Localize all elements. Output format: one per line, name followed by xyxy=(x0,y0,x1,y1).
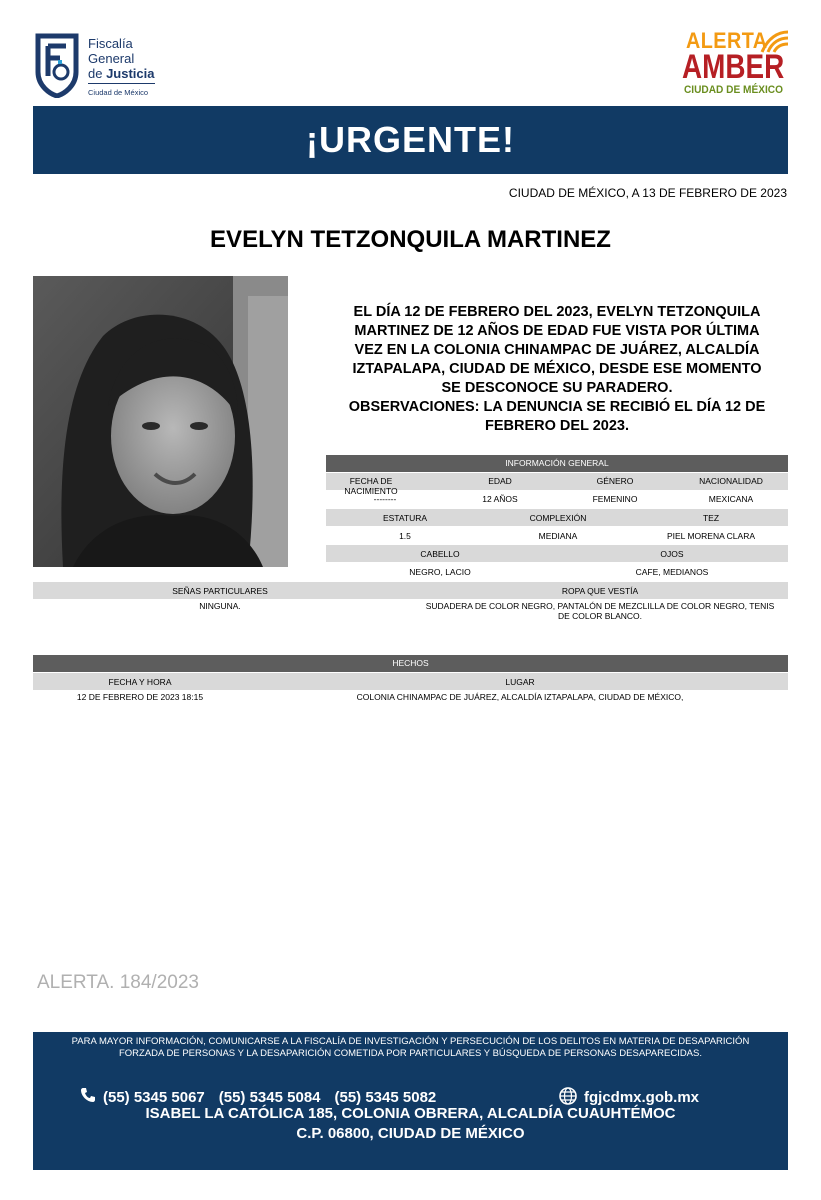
person-photo xyxy=(33,276,288,567)
fgj-logo xyxy=(34,32,174,102)
urgent-banner: ¡URGENTE! xyxy=(33,106,788,174)
phone-icon xyxy=(79,1086,97,1104)
header-ropa: ROPA QUE VESTÍA xyxy=(561,586,639,596)
header-senas: SEÑAS PARTICULARES xyxy=(172,586,268,596)
header-fecha-nacimiento: FECHA DE NACIMIENTO xyxy=(344,476,398,496)
value-genero: FEMENINO xyxy=(592,494,638,504)
fgj-shield-icon xyxy=(34,32,80,98)
fgj-text xyxy=(88,36,155,99)
website-link[interactable]: fgjcdmx.gob.mx xyxy=(584,1089,700,1106)
value-estatura: 1.5 xyxy=(399,531,411,541)
description-line: MARTINEZ DE 12 AÑOS DE EDAD FUE VISTA POR ÚLTIMA xyxy=(354,323,760,339)
header-tez: TEZ xyxy=(702,513,720,523)
website xyxy=(558,1086,699,1106)
address-line2: C.P. 06800, CIUDAD DE MÉXICO xyxy=(296,1125,525,1142)
value-ropa: SUDADERA DE COLOR NEGRO, PANTALÓN DE MEZCLILLA DE COLOR NEGRO, TENIS DE COLOR BLANCO. xyxy=(425,601,775,621)
header-genero: GÉNERO xyxy=(596,476,634,486)
fgj-line3-bold: Justicia xyxy=(106,66,155,81)
description-line: VEZ EN LA COLONIA CHINAMPAC DE JUÁREZ, ALCALDÍA xyxy=(354,342,760,358)
value-cabello: NEGRO, LACIO xyxy=(409,567,471,577)
fgj-line1: Fiscalía xyxy=(88,36,133,51)
hechos-header: HECHOS xyxy=(33,655,788,672)
header-nacionalidad: NACIONALIDAD xyxy=(699,476,763,486)
value-lugar: COLONIA CHINAMPAC DE JUÁREZ, ALCALDÍA IZTAPALAPA, CIUDAD DE MÉXICO, xyxy=(356,692,684,702)
address-line1: ISABEL LA CATÓLICA 185, COLONIA OBRERA, ALCALDÍA CUAUHTÉMOC xyxy=(145,1105,676,1122)
header-fecha-hora: FECHA Y HORA xyxy=(108,677,172,687)
footer-info-line2: FORZADA DE PERSONAS Y LA DESAPARICIÓN COMETIDA POR PARTICULARES Y BÚSQUEDA DE PERSONAS DESAPARECIDAS. xyxy=(118,1048,702,1059)
case-description xyxy=(326,303,788,436)
value-ojos: CAFE, MEDIANOS xyxy=(635,567,709,577)
fgj-line2: General xyxy=(88,51,135,66)
phone-3[interactable]: (55) 5345 5082 xyxy=(334,1089,437,1106)
fgj-line4: Ciudad de México xyxy=(88,83,155,99)
info-general-header: INFORMACIÓN GENERAL xyxy=(326,455,788,472)
value-tez: PIEL MORENA CLARA xyxy=(666,531,756,541)
alerta-number: ALERTA. 184/2023 xyxy=(37,972,199,993)
value-edad: 12 AÑOS xyxy=(482,494,518,504)
person-name: EVELYN TETZONQUILA MARTINEZ xyxy=(210,226,611,253)
amber-line1: ALERTA xyxy=(686,28,768,53)
globe-icon xyxy=(558,1086,578,1106)
header-cabello: CABELLO xyxy=(420,549,460,559)
value-fecha-nacimiento: -------- xyxy=(373,494,397,504)
fgj-line3-prefix: de xyxy=(88,66,107,81)
date-line: CIUDAD DE MÉXICO, A 13 DE FEBRERO DE 2023 xyxy=(508,186,787,200)
value-senas: NINGUNA. xyxy=(199,601,241,611)
amber-line2: AMBER xyxy=(682,48,785,86)
description-line: FEBRERO DEL 2023. xyxy=(485,418,629,434)
description-line: IZTAPALAPA, CIUDAD DE MÉXICO, DESDE ESE MOMENTO xyxy=(352,361,762,377)
amber-line3: CIUDAD DE MÉXICO xyxy=(684,84,783,96)
contact-footer xyxy=(33,1032,788,1170)
phone-1[interactable]: (55) 5345 5067 xyxy=(103,1089,205,1106)
value-fecha-hora: 12 DE FEBRERO DE 2023 18:15 xyxy=(76,692,204,702)
description-line: OBSERVACIONES: LA DENUNCIA SE RECIBIÓ EL DÍA 12 DE xyxy=(348,399,766,415)
phone-numbers xyxy=(79,1086,450,1106)
value-nacionalidad: MEXICANA xyxy=(708,494,754,504)
footer-info xyxy=(33,1036,788,1060)
header-lugar: LUGAR xyxy=(505,677,535,687)
phone-2[interactable]: (55) 5345 5084 xyxy=(218,1089,321,1106)
description-line: EL DÍA 12 DE FEBRERO DEL 2023, EVELYN TETZONQUILA xyxy=(353,304,761,320)
header-edad: EDAD xyxy=(488,476,512,486)
value-complexion: MEDIANA xyxy=(538,531,578,541)
header-estatura: ESTATURA xyxy=(382,513,428,523)
header-ojos: OJOS xyxy=(660,549,684,559)
header-complexion: COMPLEXIÓN xyxy=(529,513,587,523)
footer-info-line1: PARA MAYOR INFORMACIÓN, COMUNICARSE A LA FISCALÍA DE INVESTIGACIÓN Y PERSECUCIÓN DE LOS DELITOS EN MATERIA DE DESAPARICIÓN xyxy=(71,1036,750,1047)
alerta-amber-logo xyxy=(680,26,792,102)
description-line: SE DESCONOCE SU PARADERO. xyxy=(441,380,673,396)
